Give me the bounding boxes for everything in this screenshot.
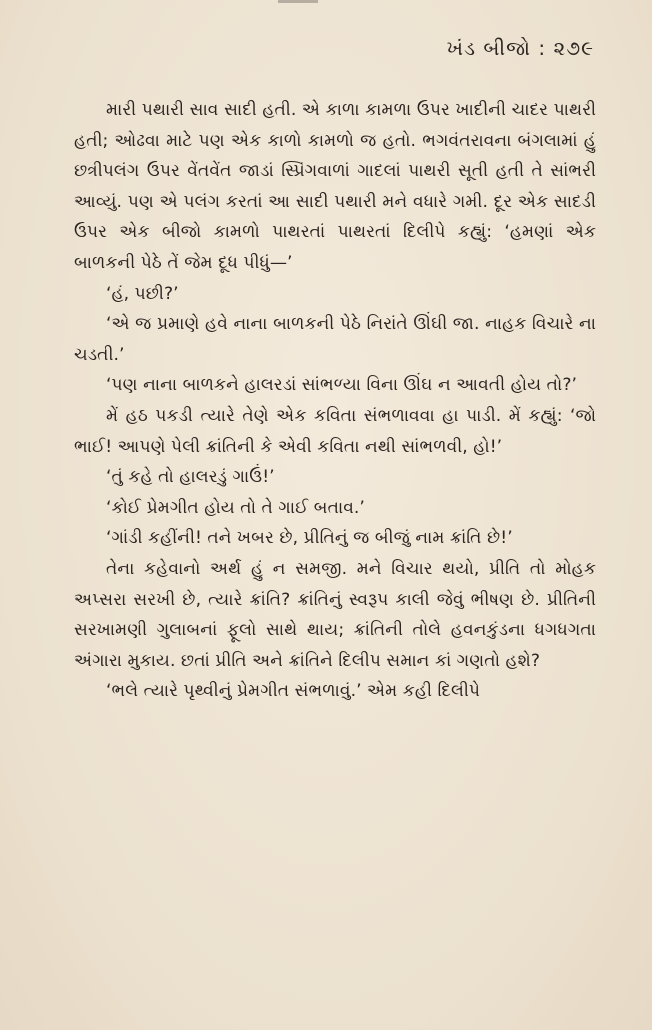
paragraph-7: ‘કોઈ પ્રેમગીત હોય તો તે ગાઈ બતાવ.’ <box>106 497 365 518</box>
paragraph-3: ‘એ જ પ્રમાણે હવે નાના બાળકની પેઠે નિરાંતે ઊંઘી જા. નાહક વિચારે ના ચડતી.’ <box>74 314 596 365</box>
paragraph-10: ‘ભલે ત્યારે પૃથ્વીનું પ્રેમગીત સંભળાવું.’ એમ કહી દિલીપે <box>106 681 481 702</box>
paragraph-8: ‘ગાંડી કહીંની! તને ખબર છે, પ્રીતિનું જ બીજું નામ ક્રાંતિ છે!’ <box>106 528 513 549</box>
running-header: ખંડ બીજો : ૨૭૯ <box>446 36 594 60</box>
paragraph-9: તેના કહેવાનો અર્થ હું ન સમજી. મને વિચાર થયો, પ્રીતિ તો મોહક અપ્સરા સરખી છે, ત્યારે ક્રાંતિ? ક્રાંતિનું સ્વરૂપ કાલી જેવું ભીષણ છે. પ્રીતિની સરખામણી ગુલાબનાં ફૂલો સાથે થાય; ક્રાંતિની તોલે હવનકુંડના ધગધગતા અંગારા મુકાય. છતાં પ્રીતિ અને ક્રાંતિને દિલીપ સમાન કાં ગણતો હશે? <box>74 558 596 671</box>
paragraph-6: ‘તું કહે તો હાલરડું ગાઉં!’ <box>106 467 275 488</box>
paragraph-2: ‘હં, પછી?’ <box>106 283 179 304</box>
paragraph-1: મારી પથારી સાવ સાદી હતી. એ કાળા કામળા ઉપર ખાદીની ચાદર પાથરી હતી; ઓઢવા માટે પણ એક કાળો કામળો જ હતો. ભગવંતરાવના બંગલામાં હું છત્રીપલંગ ઉપર વેંતવેંત જાડાં સ્પ્રિંગવાળાં ગાદલાં પાથરી સૂતી હતી તે સાંભરી આવ્યું. પણ એ પલંગ કરતાં આ સાદી પથારી મને વધારે ગમી. દૂર એક સાદડી ઉપર એક બીજો કામળો પાથરતાં પાથરતાં દિલીપે કહ્યું: ‘હમણાં એક બાળકની પેઠે તેં જેમ દૂધ પીધું—’ <box>74 100 596 273</box>
body-text <box>74 95 596 707</box>
paragraph-5: મેં હઠ પકડી ત્યારે તેણે એક કવિતા સંભળાવવા હા પાડી. મેં કહ્યું: ‘જો ભાઈ! આપણે પેલી ક્રાંતિની કે એવી કવિતા નથી સાંભળવી, હો!’ <box>74 405 596 457</box>
paragraph-4: ‘પણ નાના બાળકને હાલરડાં સાંભળ્યા વિના ઊંઘ ન આવતી હોય તો?’ <box>106 375 577 396</box>
page-top-mark <box>278 0 318 3</box>
